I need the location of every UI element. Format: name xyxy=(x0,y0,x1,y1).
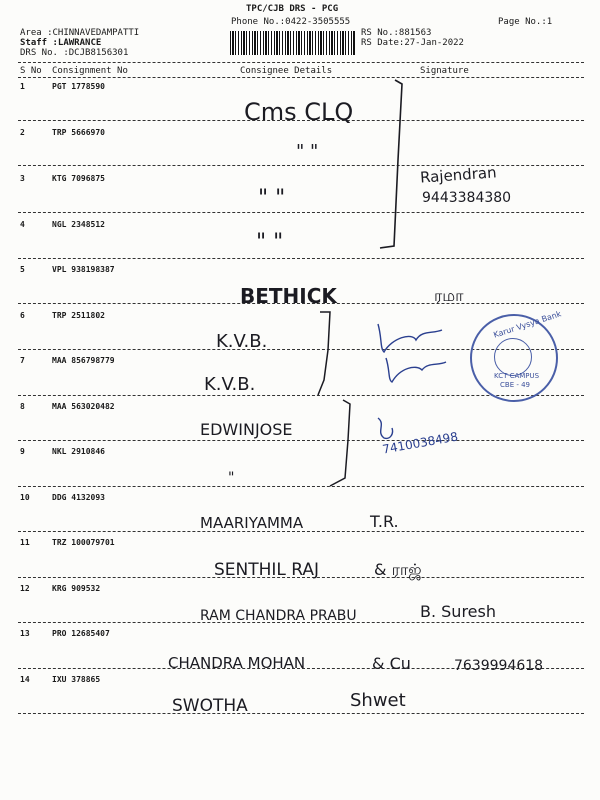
handwritten-phone-9: 7410038498 xyxy=(381,429,459,457)
area-field: Area :CHINNAVEDAMPATTI xyxy=(20,28,140,38)
row-13-sno: 13 xyxy=(20,629,30,638)
row-12-sno: 12 xyxy=(20,584,30,593)
handwritten-consignee-11: SENTHIL RAJ xyxy=(214,560,320,580)
handwritten-consignee-6: K.V.B. xyxy=(216,331,268,352)
bank-stamp xyxy=(470,309,563,402)
handwritten-ditto-3: " " xyxy=(258,186,286,211)
row-6-consignment: TRP 2511802 xyxy=(52,311,105,320)
stamp-inner-ring xyxy=(494,338,532,376)
stamp-bank-name: Karur Vysya Bank xyxy=(492,309,563,340)
row-10-consignment: DDG 4132093 xyxy=(52,493,105,502)
row-13-consignment: PRO 12685407 xyxy=(52,629,110,638)
handwritten-consignee-8: EDWINJOSE xyxy=(200,420,293,439)
stamp-code: CBE - 49 xyxy=(500,381,530,389)
handwritten-signature-13: & Cu xyxy=(372,654,411,673)
row-9-sno: 9 xyxy=(20,447,25,456)
col-header-consignment: Consignment No xyxy=(52,66,128,76)
row-6-sno: 6 xyxy=(20,311,25,320)
row-2-consignment: TRP 5666970 xyxy=(52,128,105,137)
staff-field: Staff :LAWRANCE xyxy=(20,38,102,48)
handwritten-signature-3: Rajendran xyxy=(419,163,498,187)
row-10-sno: 10 xyxy=(20,493,30,502)
col-header-signature: Signature xyxy=(420,66,469,76)
row-7-consignment: MAA 856798779 xyxy=(52,356,115,365)
handwritten-consignee-13: CHANDRA MOHAN xyxy=(168,654,306,672)
row-14-consignment: IXU 378865 xyxy=(52,675,101,684)
handwritten-signature-12: B. Suresh xyxy=(420,602,496,621)
row-2-sno: 2 xyxy=(20,128,25,137)
handwritten-consignee-14: SWOTHA xyxy=(172,696,248,716)
stamp-branch: KCT CAMPUS xyxy=(494,372,540,380)
handwritten-ditto-2: " " xyxy=(296,141,319,162)
row-5-sno: 5 xyxy=(20,265,25,274)
row-7-sno: 7 xyxy=(20,356,25,365)
row-8-sno: 8 xyxy=(20,402,25,411)
handwritten-consignee-5: BETHICK xyxy=(240,284,337,308)
row-11-sno: 11 xyxy=(20,538,30,547)
handwritten-signature-14: Shwet xyxy=(350,690,406,711)
rs-date: RS Date:27-Jan-2022 xyxy=(361,38,464,48)
page-number: Page No.:1 xyxy=(498,17,553,27)
handwritten-signature-10: T.R. xyxy=(370,512,399,531)
row-3-sno: 3 xyxy=(20,174,25,183)
row-9-consignment: NKL 2910846 xyxy=(52,447,105,456)
col-header-sno: S No xyxy=(20,66,42,76)
row-4-consignment: NGL 2348512 xyxy=(52,220,105,229)
row-3-consignment: KTG 7096875 xyxy=(52,174,105,183)
row-14-sno: 14 xyxy=(20,675,30,684)
handwritten-phone-13: 7639994618 xyxy=(454,658,544,674)
row-12-consignment: KRG 909532 xyxy=(52,584,101,593)
row-8-consignment: MAA 563020482 xyxy=(52,402,115,411)
row-4-sno: 4 xyxy=(20,220,25,229)
handwritten-consignee-7: K.V.B. xyxy=(204,374,256,395)
handwritten-phone-3: 9443384380 xyxy=(422,190,512,206)
handwritten-signature-5: ரமா xyxy=(434,286,464,305)
handwritten-consignee-10: MAARIYAMMA xyxy=(200,514,304,532)
handwritten-consignee-1: Cms CLQ xyxy=(244,98,354,126)
handwritten-signature-11: & ராஜ் xyxy=(374,560,422,579)
handwritten-ditto-9: " xyxy=(228,470,235,486)
row-1-sno: 1 xyxy=(20,82,25,91)
phone-number: Phone No.:0422-3505555 xyxy=(231,17,351,27)
row-1-consignment: PGT 1778590 xyxy=(52,82,105,91)
document-title: TPC/CJB DRS - PCG xyxy=(246,4,339,14)
pen-signature-6-7 xyxy=(372,318,452,388)
handwritten-consignee-12: RAM CHANDRA PRABU xyxy=(200,608,357,624)
rs-number: RS No.:881563 xyxy=(361,28,432,38)
row-5-consignment: VPL 938198387 xyxy=(52,265,115,274)
handwritten-ditto-4: " " xyxy=(256,230,284,255)
row-11-consignment: TRZ 100079701 xyxy=(52,538,115,547)
drs-number: DRS No. :DCJB8156301 xyxy=(20,48,129,58)
col-header-consignee: Consignee Details xyxy=(240,66,333,76)
